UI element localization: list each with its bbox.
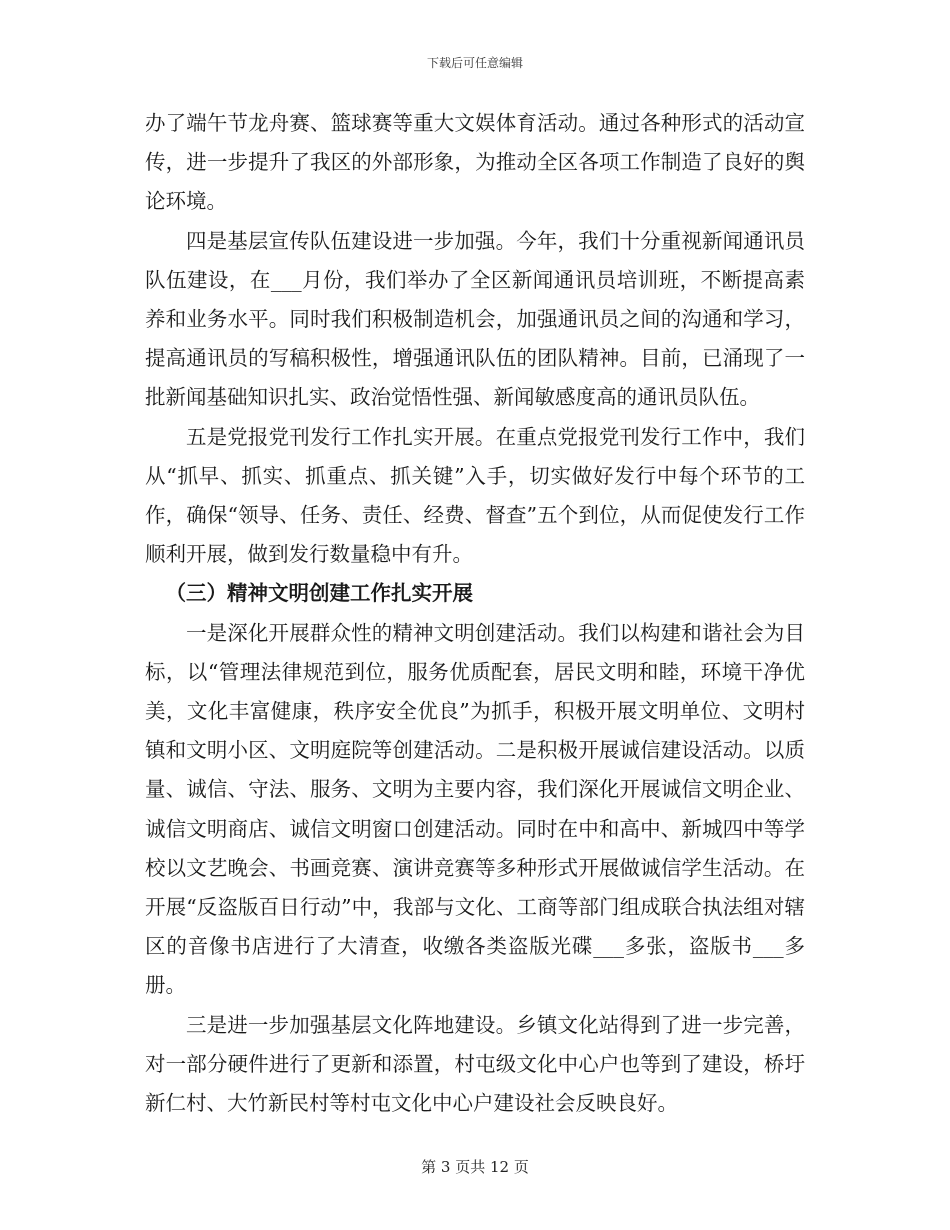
page-header: 下载后可任意编辑 (426, 56, 523, 70)
section-heading: （三）精神文明创建工作扎实开展 (165, 581, 473, 606)
paragraph-item-five: 五是党报党刊发行工作扎实开展。在重点党报党刊发行工作中，我们从“抓早、抓实、抓重点、抓关键”入手，切实做好发行中每个环节的工作，确保“领导、任务、责任、经费、督查”五个到位，从而促使发行工作顺利开展，做到发行数量稳中有升。 (145, 424, 805, 567)
paragraph-cultural-facilities: 三是进一步加强基层文化阵地建设。乡镇文化站得到了进一步完善，对一部分硬件进行了更新和添置，村屯级文化中心户也等到了建设，桥圩新仁村、大竹新民村等村屯文化中心户建设社会反映良好。 (145, 1012, 805, 1116)
paragraph-spiritual-civilization: 一是深化开展群众性的精神文明创建活动。我们以构建和谐社会为目标，以“管理法律规范到位，服务优质配套，居民文明和睦，环境干净优美，文化丰富健康，秩序安全优良”为抓手，积极开展文明单位、文明村镇和文明小区、文明庭院等创建活动。二是积极开展诚信建设活动。以质量、诚信、守法、服务、文明为主要内容，我们深化开展诚信文明企业、诚信文明商店、诚信文明窗口创建活动。同时在中和高中、新城四中等学校以文艺晚会、书画竞赛、演讲竞赛等多种形式开展做诚信学生活动。在开展“反盗版百日行动”中，我部与文化、工商等部门组成联合执法组对辖区的音像书店进行了大清查，收缴各类盗版光碟___多张，盗版书___多册。 (145, 620, 805, 998)
page-number: 第 3 页共 12 页 (421, 1158, 529, 1176)
paragraph-item-four: 四是基层宣传队伍建设进一步加强。今年，我们十分重视新闻通讯员队伍建设，在___月份，我们举办了全区新闻通讯员培训班，不断提高素养和业务水平。同时我们积极制造机会，加强通讯员之间的沟通和学习，提高通讯员的写稿积极性，增强通讯队伍的团队精神。目前，已涌现了一批新闻基础知识扎实、政治觉悟性强、新闻敏感度高的通讯员队伍。 (145, 228, 805, 410)
document-body (145, 104, 805, 1123)
paragraph-continuation: 办了端午节龙舟赛、篮球赛等重大文娱体育活动。通过各种形式的活动宣传，进一步提升了我区的外部形象，为推动全区各项工作制造了良好的舆论环境。 (145, 111, 805, 214)
